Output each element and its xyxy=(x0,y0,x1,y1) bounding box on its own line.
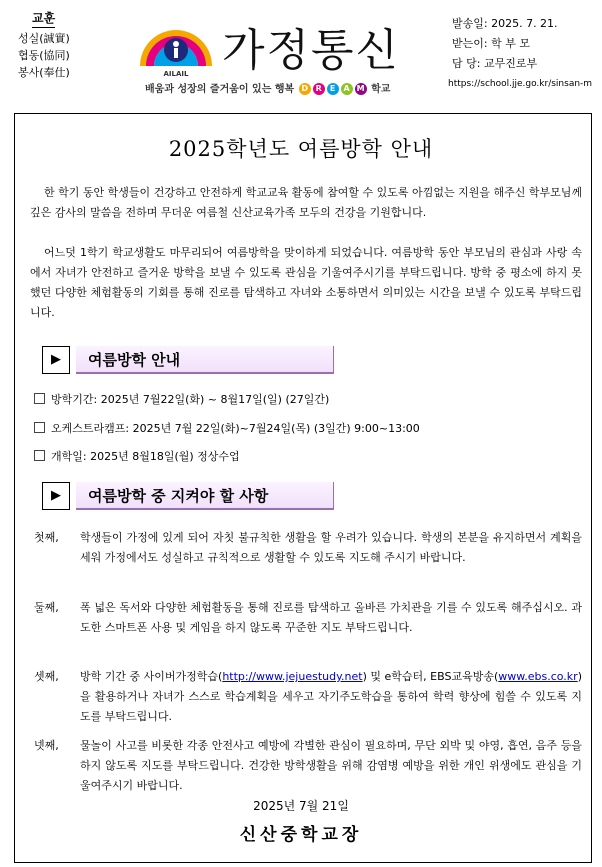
motto-item: 성실(誠實) xyxy=(18,32,70,45)
motto-item: 봉사(奉仕) xyxy=(18,66,70,79)
newsletter-header xyxy=(0,0,602,100)
ebs-link[interactable]: www.ebs.co.kr xyxy=(498,670,578,683)
rule-number: 둘째, xyxy=(34,601,59,614)
list-item: 방학기간: 2025년 7월22일(화) ~ 8월17일(일) (27일간) xyxy=(34,392,329,408)
send-date: 발송일: 2025. 7. 21. xyxy=(452,17,558,30)
dream-letter: M xyxy=(355,83,367,95)
checkbox-icon xyxy=(34,422,45,433)
slogan-suffix: 학교 xyxy=(371,84,391,95)
slogan-text: 배움과 성장의 즐거움이 있는 행복 xyxy=(145,84,295,95)
page-title: 2025학년도 여름방학 안내 xyxy=(168,137,434,161)
dream-letter: R xyxy=(313,83,325,95)
school-url[interactable]: https://school.jje.go.kr/sinsan-m xyxy=(448,79,593,89)
arrow-icon: ▶ xyxy=(42,346,70,374)
dream-badges xyxy=(298,84,368,95)
school-slogan xyxy=(145,80,390,95)
school-logo xyxy=(138,20,214,80)
dream-letter: D xyxy=(299,83,311,95)
rule-item xyxy=(34,598,582,638)
rule-number: 첫째, xyxy=(34,531,59,544)
list-item: 오케스트라캠프: 2025년 7월 22일(화)~7월24일(목) (3일간) 9:00~13:00 xyxy=(34,421,420,437)
rule-text: 폭 넓은 독서와 다양한 체험활동을 통해 진로를 탐색하고 올바른 가치관을 기를 수 있도록 해주십시오. 과도한 스마트폰 사용 및 게임을 하지 않도록 꾸준한 지도 부탁드립니다. xyxy=(80,601,582,634)
rule-text: 물놀이 사고를 비롯한 각종 안전사고 예방에 각별한 관심이 필요하며, 무단 외박 및 야영, 흡연, 음주 등을 하지 않도록 지도를 부탁드립니다. 건강한 방학생활을 위해 감염병 예방을 위한 개인 위생에도 관심을 기울여주시기 바랍니다. xyxy=(80,739,582,792)
closing-date: 2025년 7월 21일 xyxy=(253,799,349,813)
rule-text: 학생들이 가정에 있게 되어 자칫 불규칙한 생활을 할 우려가 있습니다. 학생의 본분을 유지하면서 계획을 세워 가정에서도 성실하고 규칙적으로 생활할 수 있도록 지도해 주시기 바랍니다. xyxy=(80,531,582,564)
rule-number: 셋째, xyxy=(34,670,59,683)
rule-text: 방학 기간 중 사이버가정학습(http://www.jejuestudy.net) 및 e학습터, EBS교육방송(www.ebs.co.kr)을 활용하거나 자녀가 스스로 학습계획을 세우고 자기주도학습을 통하여 학력 향상에 힘쓸 수 있도록 지도를 부탁드립니다. xyxy=(80,670,582,723)
intro-paragraph: 한 학기 동안 학생들이 건강하고 안전하게 학교교육 활동에 참여할 수 있도록 아낌없는 지원을 해주신 학부모님께 깊은 감사의 말씀을 전하며 무더운 여름철 신산교육가족 모두의 건강을 기원합니다. xyxy=(30,186,582,219)
rule-number: 넷째, xyxy=(34,739,59,752)
intro-paragraph: 어느덧 1학기 학교생활도 마무리되어 여름방학을 맞이하게 되었습니다. 여름방학 동안 부모님의 관심과 사랑 속에서 자녀가 안전하고 즐거운 방학을 보낼 수 있도록 관심을 기울여주시기를 부탁드립니다. 방학 중 평소에 하지 못했던 다양한 체험활동의 기회를 통해 진로를 탐색하고 자녀와 소통하면서 의미있는 시간을 보낼 수 있도록 부탁드립니다. xyxy=(30,246,582,319)
department: 담 당: 교무진로부 xyxy=(452,57,538,70)
newsletter-title: 가정통신 xyxy=(222,25,401,76)
jejuestudy-link[interactable]: http://www.jejuestudy.net xyxy=(222,670,363,683)
section-header-rules xyxy=(42,482,334,512)
checkbox-icon xyxy=(34,450,45,461)
section-title: 여름방학 중 지켜야 할 사항 xyxy=(76,482,334,510)
motto-title: 교훈 xyxy=(32,10,55,28)
recipient: 받는이: 학 부 모 xyxy=(452,37,530,50)
send-info xyxy=(448,14,593,94)
signature: 신산중학교장 xyxy=(239,825,363,845)
dream-letter: A xyxy=(341,83,353,95)
motto-item: 협동(協同) xyxy=(18,49,70,62)
school-motto xyxy=(18,10,88,81)
list-item: 개학일: 2025년 8월18일(월) 정상수업 xyxy=(34,449,240,465)
section-title: 여름방학 안내 xyxy=(76,346,334,374)
section-header-vacation-info xyxy=(42,346,334,376)
rule-item xyxy=(34,736,582,796)
rule-item xyxy=(34,667,582,727)
checkbox-icon xyxy=(34,393,45,404)
rule-item xyxy=(34,528,582,568)
logo-text: AILAIL xyxy=(163,70,189,78)
dream-letter: E xyxy=(327,83,339,95)
arrow-icon: ▶ xyxy=(42,482,70,510)
